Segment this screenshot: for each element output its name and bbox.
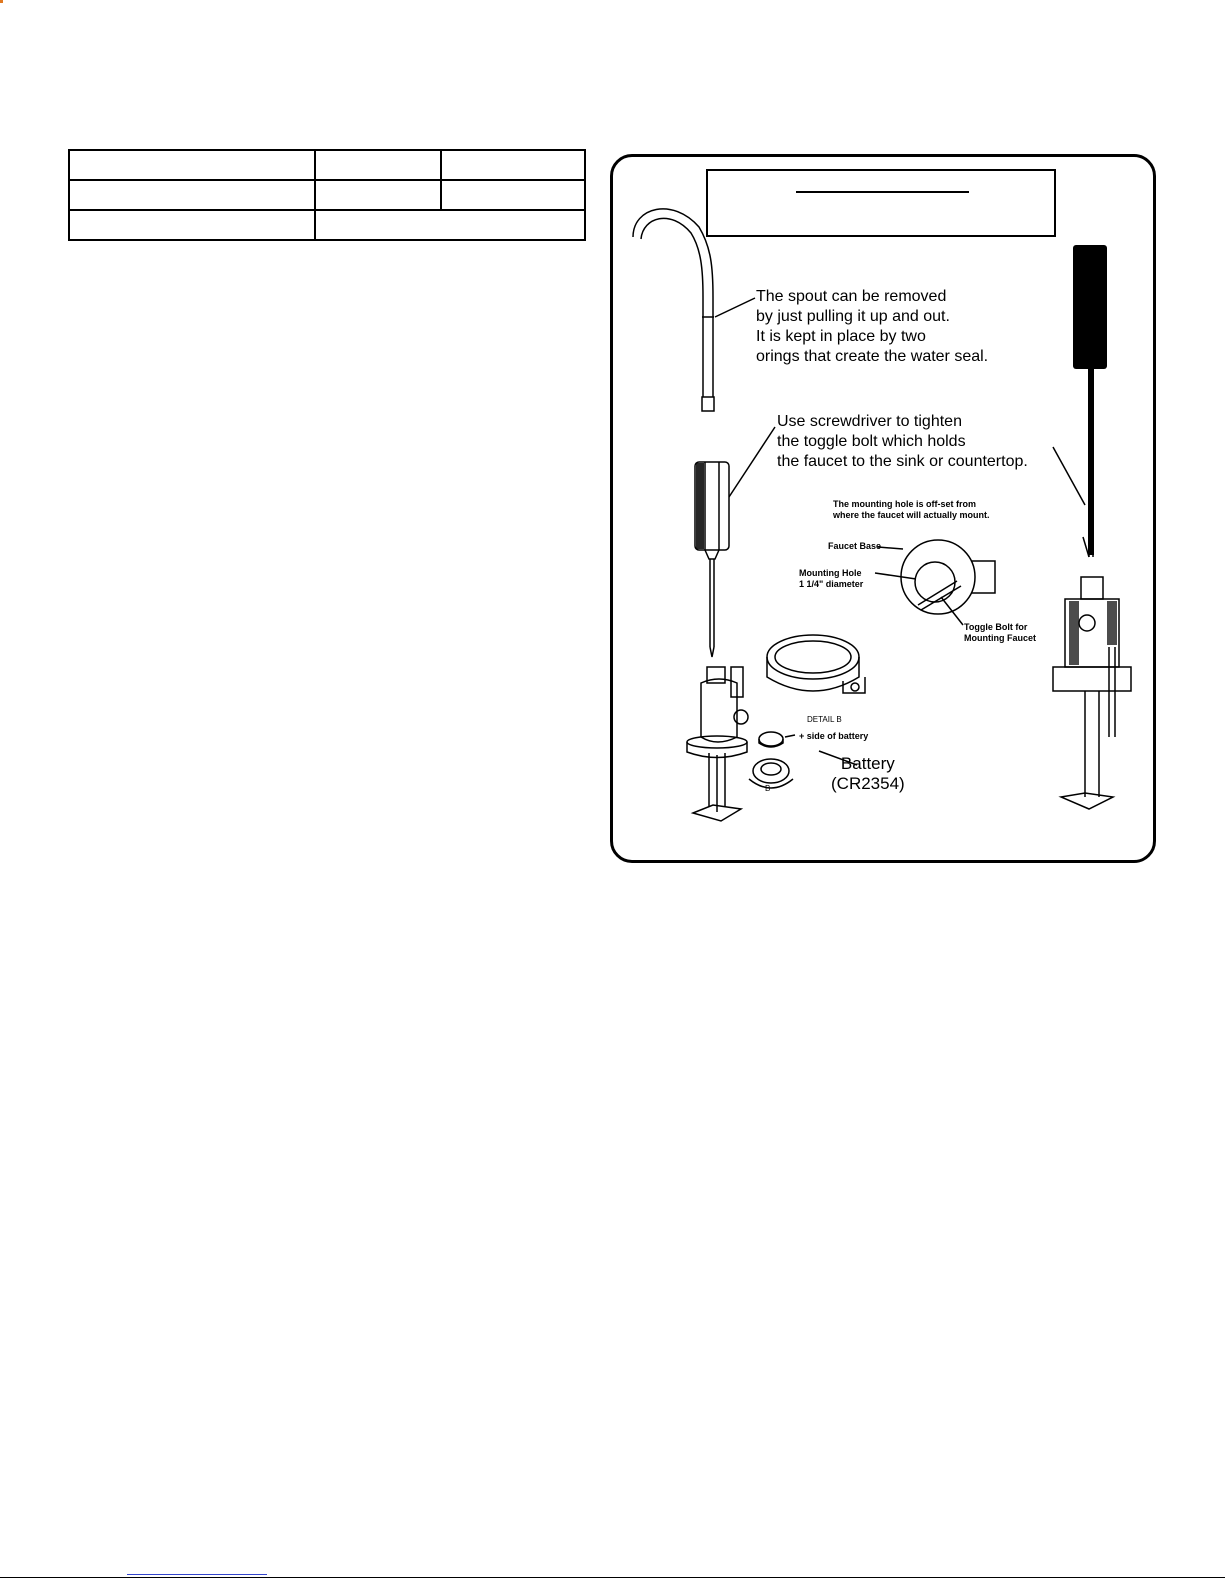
spout-note — [756, 287, 988, 367]
text-line: Battery — [840, 754, 895, 773]
mounting-hole-label — [799, 568, 863, 590]
screwdriver-leader-line — [729, 427, 775, 497]
battery-side-leader-line — [785, 735, 795, 737]
faucet-body-illustration — [687, 667, 748, 821]
screwdriver-left-fill — [696, 463, 704, 549]
text-line: 1 1/4" diameter — [799, 579, 864, 589]
screwdriver-handle-fill — [1073, 245, 1107, 369]
text-line: Mounting Hole — [799, 568, 862, 578]
retaining-ring-illustration — [767, 635, 865, 693]
text-line: The mounting hole is off-set from — [833, 499, 976, 509]
faucet-diagram-panel — [610, 154, 1156, 863]
table-row — [69, 150, 585, 180]
faucet-base-leader-line — [878, 547, 903, 549]
table-cell — [69, 210, 315, 240]
toggle-bolt-label — [964, 622, 1036, 644]
table-cell — [69, 150, 315, 180]
table-cell — [315, 210, 585, 240]
battery-label — [831, 754, 905, 794]
toggle-bolt-leader-line — [941, 597, 963, 625]
table-cell — [315, 180, 441, 210]
faucet-base-label: Faucet Base — [828, 541, 882, 551]
table-row — [69, 210, 585, 240]
text-line: orings that create the water seal. — [756, 348, 989, 365]
cross-section-fill — [1107, 601, 1117, 645]
table-cell — [441, 150, 585, 180]
footer-link-underline[interactable] — [127, 1574, 267, 1575]
footer-rule — [0, 1577, 1225, 1578]
text-line: where the faucet will actually mount. — [833, 510, 990, 520]
spout-leader-line — [715, 298, 755, 317]
corner-mark — [0, 0, 3, 3]
faucet-base-top-view — [901, 540, 995, 614]
detail-label: DETAIL B — [807, 715, 842, 724]
mounting-hole-leader-line — [875, 573, 916, 579]
table-cell — [315, 150, 441, 180]
text-line: the toggle bolt which holds — [777, 433, 966, 450]
table-row — [69, 180, 585, 210]
text-line: (CR2354) — [831, 774, 905, 793]
text-line: Toggle Bolt for — [964, 622, 1028, 632]
text-line: the faucet to the sink or countertop. — [777, 453, 1028, 470]
spout-illustration — [633, 209, 714, 411]
screwdriver-right-leader-line — [1053, 447, 1085, 505]
small-b-label: B — [765, 784, 771, 793]
text-line: by just pulling it up and out. — [756, 308, 950, 325]
text-line: The spout can be removed — [756, 288, 947, 305]
text-line: Use screwdriver to tighten — [777, 413, 962, 430]
table-cell — [441, 180, 585, 210]
spec-table — [68, 149, 586, 241]
text-line: It is kept in place by two — [756, 328, 926, 345]
screwdriver-shaft-fill — [1088, 369, 1094, 555]
offset-note — [833, 499, 990, 521]
cross-section-fill — [1069, 601, 1079, 665]
faucet-cross-section-illustration — [1053, 577, 1131, 809]
battery-side-label: + side of battery — [799, 731, 869, 741]
text-line: Mounting Faucet — [964, 633, 1036, 643]
battery-illustration — [759, 732, 783, 747]
screwdriver-note — [777, 412, 1028, 472]
battery-holder-illustration — [749, 759, 793, 788]
table-cell — [69, 180, 315, 210]
